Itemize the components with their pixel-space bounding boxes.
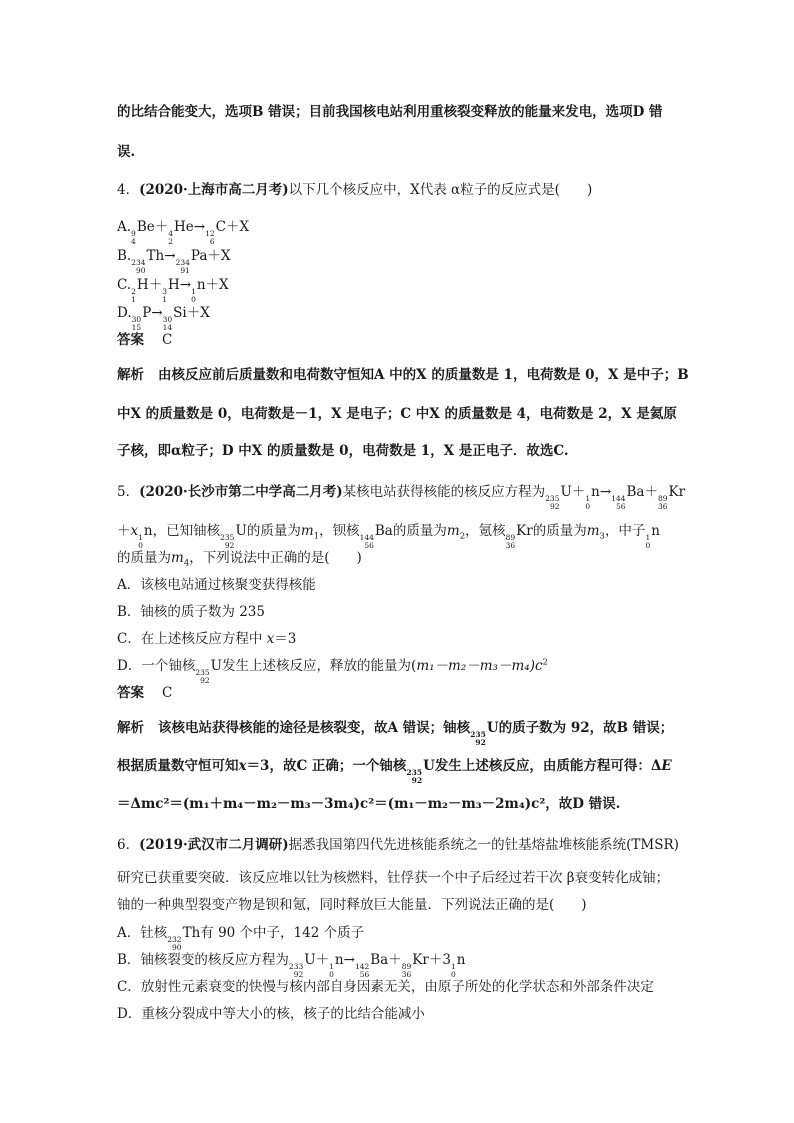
op: ＋: [154, 219, 169, 235]
isotope-h2: 2 1: [131, 287, 136, 304]
answer-value: C: [162, 685, 173, 701]
op: ＋: [148, 277, 163, 293]
symbol: n: [651, 523, 660, 539]
opt-letter: B.: [117, 248, 132, 264]
answer-label: 答案: [117, 685, 144, 701]
q6-stem: 铀的一种典型裂变产物是钡和氪，同时释放巨大能量．下列说法正确的是( ): [117, 897, 587, 913]
superscript: 2: [542, 657, 548, 668]
q6-stem-2: [117, 869, 669, 887]
q5-option-d: [117, 657, 548, 685]
text: 的质量为: [246, 523, 301, 539]
analysis-text: 该核电站获得核能的途径是核裂变，故A 错误；铀核: [158, 720, 471, 736]
q4-option-b: [117, 247, 231, 275]
symbol: U: [210, 658, 223, 674]
analysis-text: 发生上述核反应，由质能方程可得：Δ: [434, 758, 662, 774]
q4-number: 4．: [117, 182, 140, 198]
q6-number: 6．: [117, 837, 140, 853]
q5-number: 5．: [117, 484, 140, 500]
option-text: A．钍核: [117, 925, 168, 941]
symbol: P: [142, 305, 152, 321]
q4-option-a: [117, 218, 249, 246]
symbol: Ba: [374, 523, 393, 539]
isotope-u235: 235 92: [470, 730, 486, 747]
isotope-kr89: 89 36: [401, 962, 412, 979]
text: ，已知铀核: [152, 523, 221, 539]
var-e: E: [661, 758, 672, 774]
isotope-u235: 235 92: [195, 668, 210, 685]
arrow: →: [599, 484, 612, 500]
arrow: →: [151, 305, 163, 321]
op: ＋: [644, 484, 658, 500]
q6-stem: 研究已获重要突破．该反应堆以钍为核燃料，钍俘获一个中子后经过若干次 β衰变转化成铀；: [117, 870, 670, 886]
isotope-n: 1 0: [138, 533, 143, 550]
text: 的质量为: [117, 550, 171, 566]
analysis-text: 中X 的质量数是 0，电荷数是－1，X 是电子；C 中X 的质量数是 4，电荷数是 2，X 是氦原: [117, 406, 677, 422]
energy-expr: m₁－m₂－m₃－m₄: [416, 658, 530, 674]
option-text: A．该核电站通过核聚变获得核能: [117, 577, 316, 593]
q5-analysis-1: [117, 719, 673, 747]
option-text: B．铀核的质子数为 235: [117, 604, 265, 620]
symbol: Ba: [626, 484, 645, 500]
tail: ＋X: [226, 219, 250, 235]
q5-analysis-2: [117, 757, 672, 785]
symbol: Si: [173, 305, 187, 321]
q4-analysis-1: [117, 366, 689, 384]
answer-label: 答案: [117, 332, 144, 348]
analysis-text: 由核反应前后质量数和电荷数守恒知A 中的X 的质量数是 1，电荷数是 0，X 是中子；B: [158, 367, 689, 383]
q6-stem-3: [117, 896, 587, 914]
op: ＋: [571, 484, 586, 500]
q4-stem: [117, 181, 592, 199]
isotope-u233: 233 92: [288, 962, 304, 979]
isotope-kr89: 89 36: [657, 494, 668, 511]
arrow: →: [343, 952, 355, 968]
symbol: Kr: [412, 952, 429, 968]
continuation-text-1: 的比结合能变大，选项B 错误；目前我国核电站利用重核裂变释放的能量来发电，选项D 错: [117, 104, 663, 120]
symbol: Be: [136, 219, 155, 235]
isotope-u235: 235 92: [220, 533, 235, 550]
isotope-u235: 235 92: [545, 494, 560, 511]
q5-analysis-3: [117, 795, 620, 813]
q5-stem: 某核电站获得核能的核反应方程为: [342, 484, 546, 500]
analysis-label: 解析: [117, 720, 144, 736]
q5-option-a: [117, 576, 316, 594]
isotope-be: 9 4: [131, 229, 136, 246]
isotope-u235: 235 92: [406, 768, 423, 785]
q6-option-b: [117, 951, 465, 979]
isotope-pa: 234 91: [175, 258, 190, 275]
symbol: Th: [146, 248, 165, 264]
symbol: n: [334, 952, 344, 968]
symbol: n: [196, 277, 206, 293]
symbol: n: [591, 484, 600, 500]
symbol: Th: [182, 925, 201, 941]
isotope-th: 234 90: [131, 258, 146, 275]
isotope-ba144: 144 56: [359, 533, 374, 550]
q4-option-c: [117, 276, 229, 304]
option-text: )c: [529, 658, 543, 674]
coef: 3: [442, 952, 451, 968]
q5-stem-3: [117, 549, 362, 567]
q4-answer: [117, 331, 172, 349]
q6-stem: 据悉我国第四代先进核能系统之一的钍基熔盐堆核能系统(TMSR): [288, 837, 679, 853]
isotope-n: 1 0: [329, 962, 334, 979]
q4-source: (2020·上海市高二月考): [139, 182, 289, 198]
var-m: m: [300, 523, 314, 539]
subscript: 2: [459, 531, 466, 542]
symbol: n: [143, 523, 153, 539]
text: ，中子: [604, 523, 646, 539]
symbol: U: [560, 484, 572, 500]
isotope-kr89: 89 36: [505, 533, 516, 550]
op: ＋: [388, 952, 402, 968]
symbol: U: [304, 952, 316, 968]
opt-letter: C.: [117, 277, 132, 293]
text: ，下列说法中正确的是( ): [189, 550, 362, 566]
arrow: →: [164, 248, 176, 264]
answer-value: C: [162, 332, 173, 348]
q6-stem-1: [117, 836, 679, 854]
symbol: H: [167, 277, 180, 293]
q6-source: (2019·武汉市二月调研): [139, 837, 289, 853]
tail: ＋X: [207, 248, 231, 264]
isotope-h3: 3 1: [162, 287, 167, 304]
q4-stem-text: 以下几个核反应中，X代表 α粒子的反应式是( ): [288, 182, 593, 198]
opt-letter: D.: [117, 305, 132, 321]
analysis-text: ＝3，故C 正确；一个铀核: [246, 758, 407, 774]
continuation-text-2: 误.: [117, 144, 136, 160]
symbol: Pa: [190, 248, 208, 264]
symbol: C: [215, 219, 226, 235]
q5-answer: [117, 684, 172, 702]
analysis-text: 子核，即α粒子；D 中X 的质量数是 0，电荷数是 1，X 是正电子．故选C.: [117, 443, 569, 459]
q5-source: (2020·长沙市第二中学高二月考): [139, 484, 343, 500]
continuation-line-1: [117, 103, 663, 121]
var-m: m: [171, 550, 184, 566]
continuation-line-2: [117, 143, 135, 161]
symbol: U: [235, 523, 247, 539]
q5-option-b: [117, 603, 265, 621]
subscript: 1: [313, 531, 320, 542]
op: ＋: [428, 952, 443, 968]
option-text: ＝3: [274, 631, 297, 647]
q6-option-c: [117, 978, 654, 996]
isotope-si: 30 14: [162, 315, 173, 332]
option-text: C．在上述核反应方程中: [117, 631, 267, 647]
q4-option-d: [117, 304, 210, 332]
op: ＋: [117, 523, 131, 539]
isotope-p: 30 15: [131, 315, 142, 332]
symbol: Ba: [370, 952, 389, 968]
q6-option-a: [117, 924, 364, 952]
arrow: →: [193, 219, 206, 235]
symbol: n: [456, 952, 466, 968]
x-coef: x: [130, 523, 139, 539]
tail: ＋X: [186, 305, 210, 321]
analysis-label: 解析: [117, 367, 144, 383]
symbol: He: [174, 219, 194, 235]
option-text: B．铀核裂变的核反应方程为: [117, 952, 289, 968]
text: 的质量为: [392, 523, 447, 539]
q6-option-d: [117, 1005, 425, 1023]
q5-stem-2: [117, 522, 660, 550]
opt-letter: A.: [117, 219, 132, 235]
text: 的质量为: [532, 523, 587, 539]
symbol: U: [423, 758, 435, 774]
var-m: m: [586, 523, 600, 539]
subscript: 3: [599, 531, 605, 542]
text: ，钡核: [319, 523, 360, 539]
option-text: D．重核分裂成中等大小的核，核子的比结合能减小: [117, 1006, 425, 1022]
isotope-c: 12 6: [205, 229, 215, 246]
option-text: C．放射性元素衰变的快慢与核内部自身因素无关，由原子所处的化学状态和外部条件决定: [117, 979, 654, 995]
analysis-text: ＝Δmc²＝(m₁＋m₄－m₂－m₃－3m₄)c²＝(m₁－m₂－m₃－2m₄)c²，故D 错误.: [117, 796, 621, 812]
isotope-he: 4 2: [168, 229, 174, 246]
option-text: 有 90 个中子，142 个质子: [200, 925, 365, 941]
q5-stem-1: [117, 483, 685, 511]
isotope-n: 1 0: [191, 287, 196, 304]
q4-analysis-3: [117, 442, 569, 460]
option-text: 发生上述核反应，释放的能量为(: [222, 658, 417, 674]
analysis-text: 的质子数为 92，故B 错误；: [498, 720, 674, 736]
symbol: Kr: [516, 523, 533, 539]
isotope-n: 1 0: [645, 533, 651, 550]
analysis-text: 根据质量数守恒可知: [117, 758, 239, 774]
symbol: H: [136, 277, 149, 293]
symbol: Kr: [668, 484, 686, 500]
text: ，氪核: [465, 523, 506, 539]
isotope-n: 1 0: [585, 494, 591, 511]
symbol: U: [486, 720, 499, 736]
var-m: m: [446, 523, 460, 539]
var-x: x: [266, 631, 275, 647]
var-x: x: [238, 758, 247, 774]
tail: ＋X: [205, 277, 229, 293]
isotope-ba142: 142 56: [354, 962, 370, 979]
option-text: D．一个铀核: [117, 658, 196, 674]
subscript: 4: [183, 558, 190, 569]
isotope-th232: 232 90: [167, 935, 182, 952]
op: ＋: [315, 952, 330, 968]
q5-option-c: [117, 630, 296, 648]
isotope-ba144: 144 56: [611, 494, 626, 511]
isotope-n: 1 0: [450, 962, 456, 979]
arrow: →: [179, 277, 192, 293]
q4-analysis-2: [117, 405, 677, 423]
